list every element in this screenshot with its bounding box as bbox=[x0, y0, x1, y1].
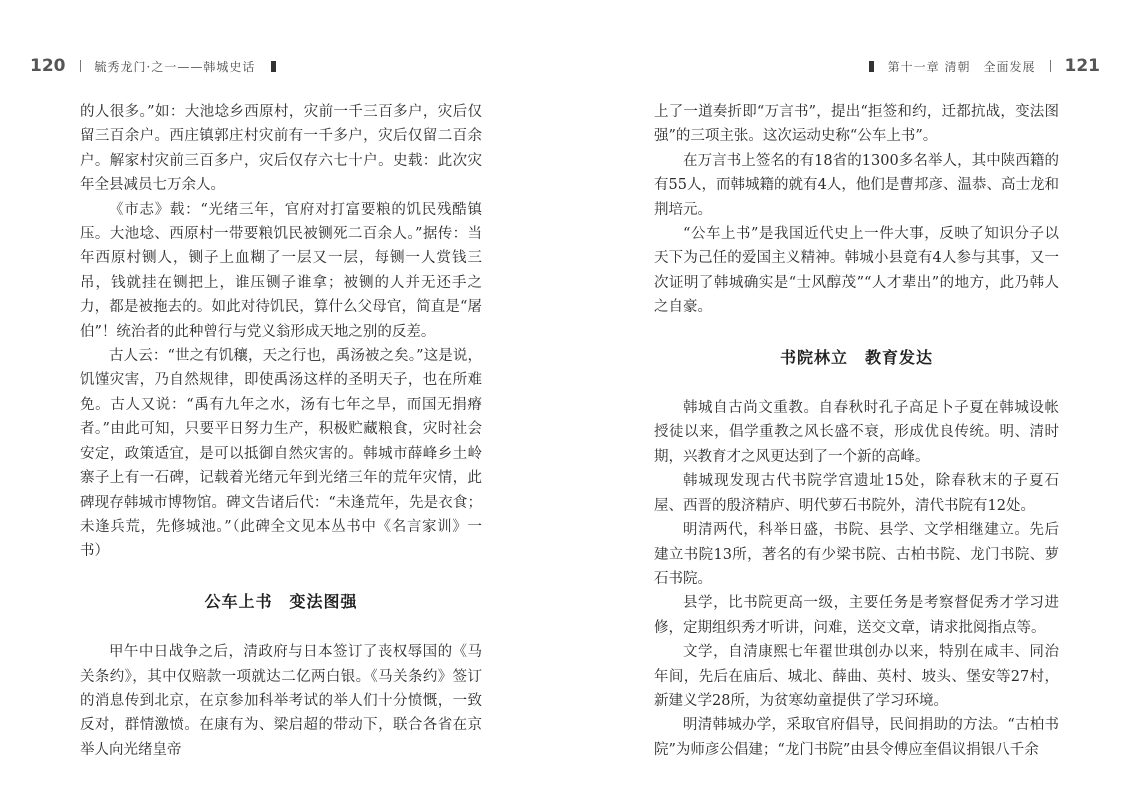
chapter-title: 第十一章 清朝 全面发展 bbox=[887, 59, 1036, 74]
left-paragraphs-after bbox=[80, 640, 482, 762]
header-separator bbox=[1050, 60, 1051, 72]
paragraph: 的人很多。”如：大池埝乡西原村，灾前一千三百多户，灾后仅留三百余户。西庄镇郭庄村灾前有一千多户，灾后仅留二百余户。解家村灾前三百多户，灾后仅存六七十户。史载：此次灾年全县减员七万余人。 bbox=[80, 104, 482, 194]
left-page-body bbox=[80, 100, 482, 762]
paragraph: 韩城自古尚文重教。自春秋时孔子高足卜子夏在韩城设帐授徒以来，倡学重教之风长盛不衰，形成优良传统。明、清时期，兴教育才之风更达到了一个新的高峰。 bbox=[654, 400, 1059, 465]
paragraph: 古人云：“世之有饥穰，天之行也，禹汤被之矣。”这是说，饥馑灾害，乃自然规律，即使禹汤这样的圣明天子，也在所难免。古人又说：“禹有九年之水，汤有七年之旱，而国无捐瘠者。”由此可知，只要平日努力生产，积极贮藏粮食，灾时社会安定，政策适宜，是可以抵御自然灾害的。韩城市薛峰乡土岭寨子上有一石碑，记载着光绪元年到光绪三年的荒年灾情，此碑现存韩城市博物馆。碑文告诸后代：“未逢荒年，先是衣食；未逢兵荒，先修城池。”（此碑全文见本丛书中《名言家训》一书） bbox=[80, 348, 482, 560]
paragraph: 甲午中日战争之后，清政府与日本签订了丧权辱国的《马关条约》，其中仅赔款一项就达二亿两白银。《马关条约》签订的消息传到北京，在京参加科举考试的举人们十分愤慨，一致反对，群情激愤。在康有为、梁启超的带动下，联合各省在京举人向光绪皇帝 bbox=[80, 644, 482, 758]
right-page-number: 121 bbox=[1064, 56, 1100, 76]
right-paragraphs-after bbox=[654, 396, 1059, 762]
paragraph: 《市志》载：“光绪三年，官府对打富要粮的饥民残酷镇压。大池埝、西原村一带要粮饥民被铡死二百余人。”据传：当年西原村铡人，铡子上血糊了一层又一层，每铡一人赏钱三吊，钱就挂在铡把上，谁压铡子谁拿；被铡的人并无还手之力，都是被拖去的。如此对待饥民，算什么父母官，简直是“屠伯”！统治者的此种曾行与党义翁形成天地之别的反差。 bbox=[80, 201, 482, 340]
paragraph: 上了一道奏折即“万言书”，提出“拒签和约，迁都抗战，变法图强”的三项主张。这次运动史称“公车上书”。 bbox=[654, 104, 1059, 145]
paragraph: “公车上书”是我国近代史上一件大事，反映了知识分子以天下为己任的爱国主义精神。韩城小县竟有4人参与其事，又一次证明了韩城确实是“士风醇茂”“人才辈出”的地方，此乃韩人之自豪。 bbox=[654, 226, 1059, 316]
paragraph: 县学，比书院更高一级，主要任务是考察督促秀才学习进修，定期组织秀才听讲，问难，送交文章，请求批阅指点等。 bbox=[654, 595, 1059, 636]
header-block-mark bbox=[271, 61, 276, 72]
right-page-body bbox=[654, 100, 1059, 762]
paragraph: 韩城现发现古代书院学宫遗址15处，除春秋末的子夏石屋、西晋的殷济精庐、明代萝石书院外，清代书院有12处。 bbox=[654, 473, 1059, 514]
left-paragraphs-before bbox=[80, 100, 482, 564]
book-title: 毓秀龙门·之一——韩城史话 bbox=[94, 59, 256, 74]
right-paragraphs-before bbox=[654, 100, 1059, 320]
header-block-mark bbox=[869, 61, 874, 72]
paragraph: 明清两代，科举日盛，书院、县学、文学相继建立。先后建立书院13所，著名的有少梁书院、古柏书院、龙门书院、萝石书院。 bbox=[654, 522, 1059, 587]
section-title-gongche: 公车上书 变法图强 bbox=[204, 591, 358, 611]
paragraph: 明清韩城办学，采取官府倡导，民间捐助的方法。“古柏书院”为师彦公倡建；“龙门书院”由县令傅应奎倡议捐银八千余 bbox=[654, 717, 1059, 758]
left-page-number: 120 bbox=[30, 56, 66, 76]
right-running-header bbox=[869, 56, 1100, 76]
left-running-header bbox=[30, 56, 276, 76]
paragraph: 在万言书上签名的有18省的1300多名举人，其中陕西籍的有55人，而韩城籍的就有4人，他们是曹邦彦、温恭、高士龙和荆培元。 bbox=[654, 152, 1059, 218]
right-page bbox=[566, 0, 1132, 799]
section-title-shuyuan: 书院林立 教育发达 bbox=[779, 347, 933, 367]
paragraph: 文学，自清康熙七年翟世琪创办以来，特别在咸丰、同治年间，先后在庙后、城北、薛曲、英村、坡头、堡安等27村，新建义学28所，为贫寒幼童提供了学习环境。 bbox=[654, 644, 1059, 709]
header-separator bbox=[80, 60, 81, 72]
